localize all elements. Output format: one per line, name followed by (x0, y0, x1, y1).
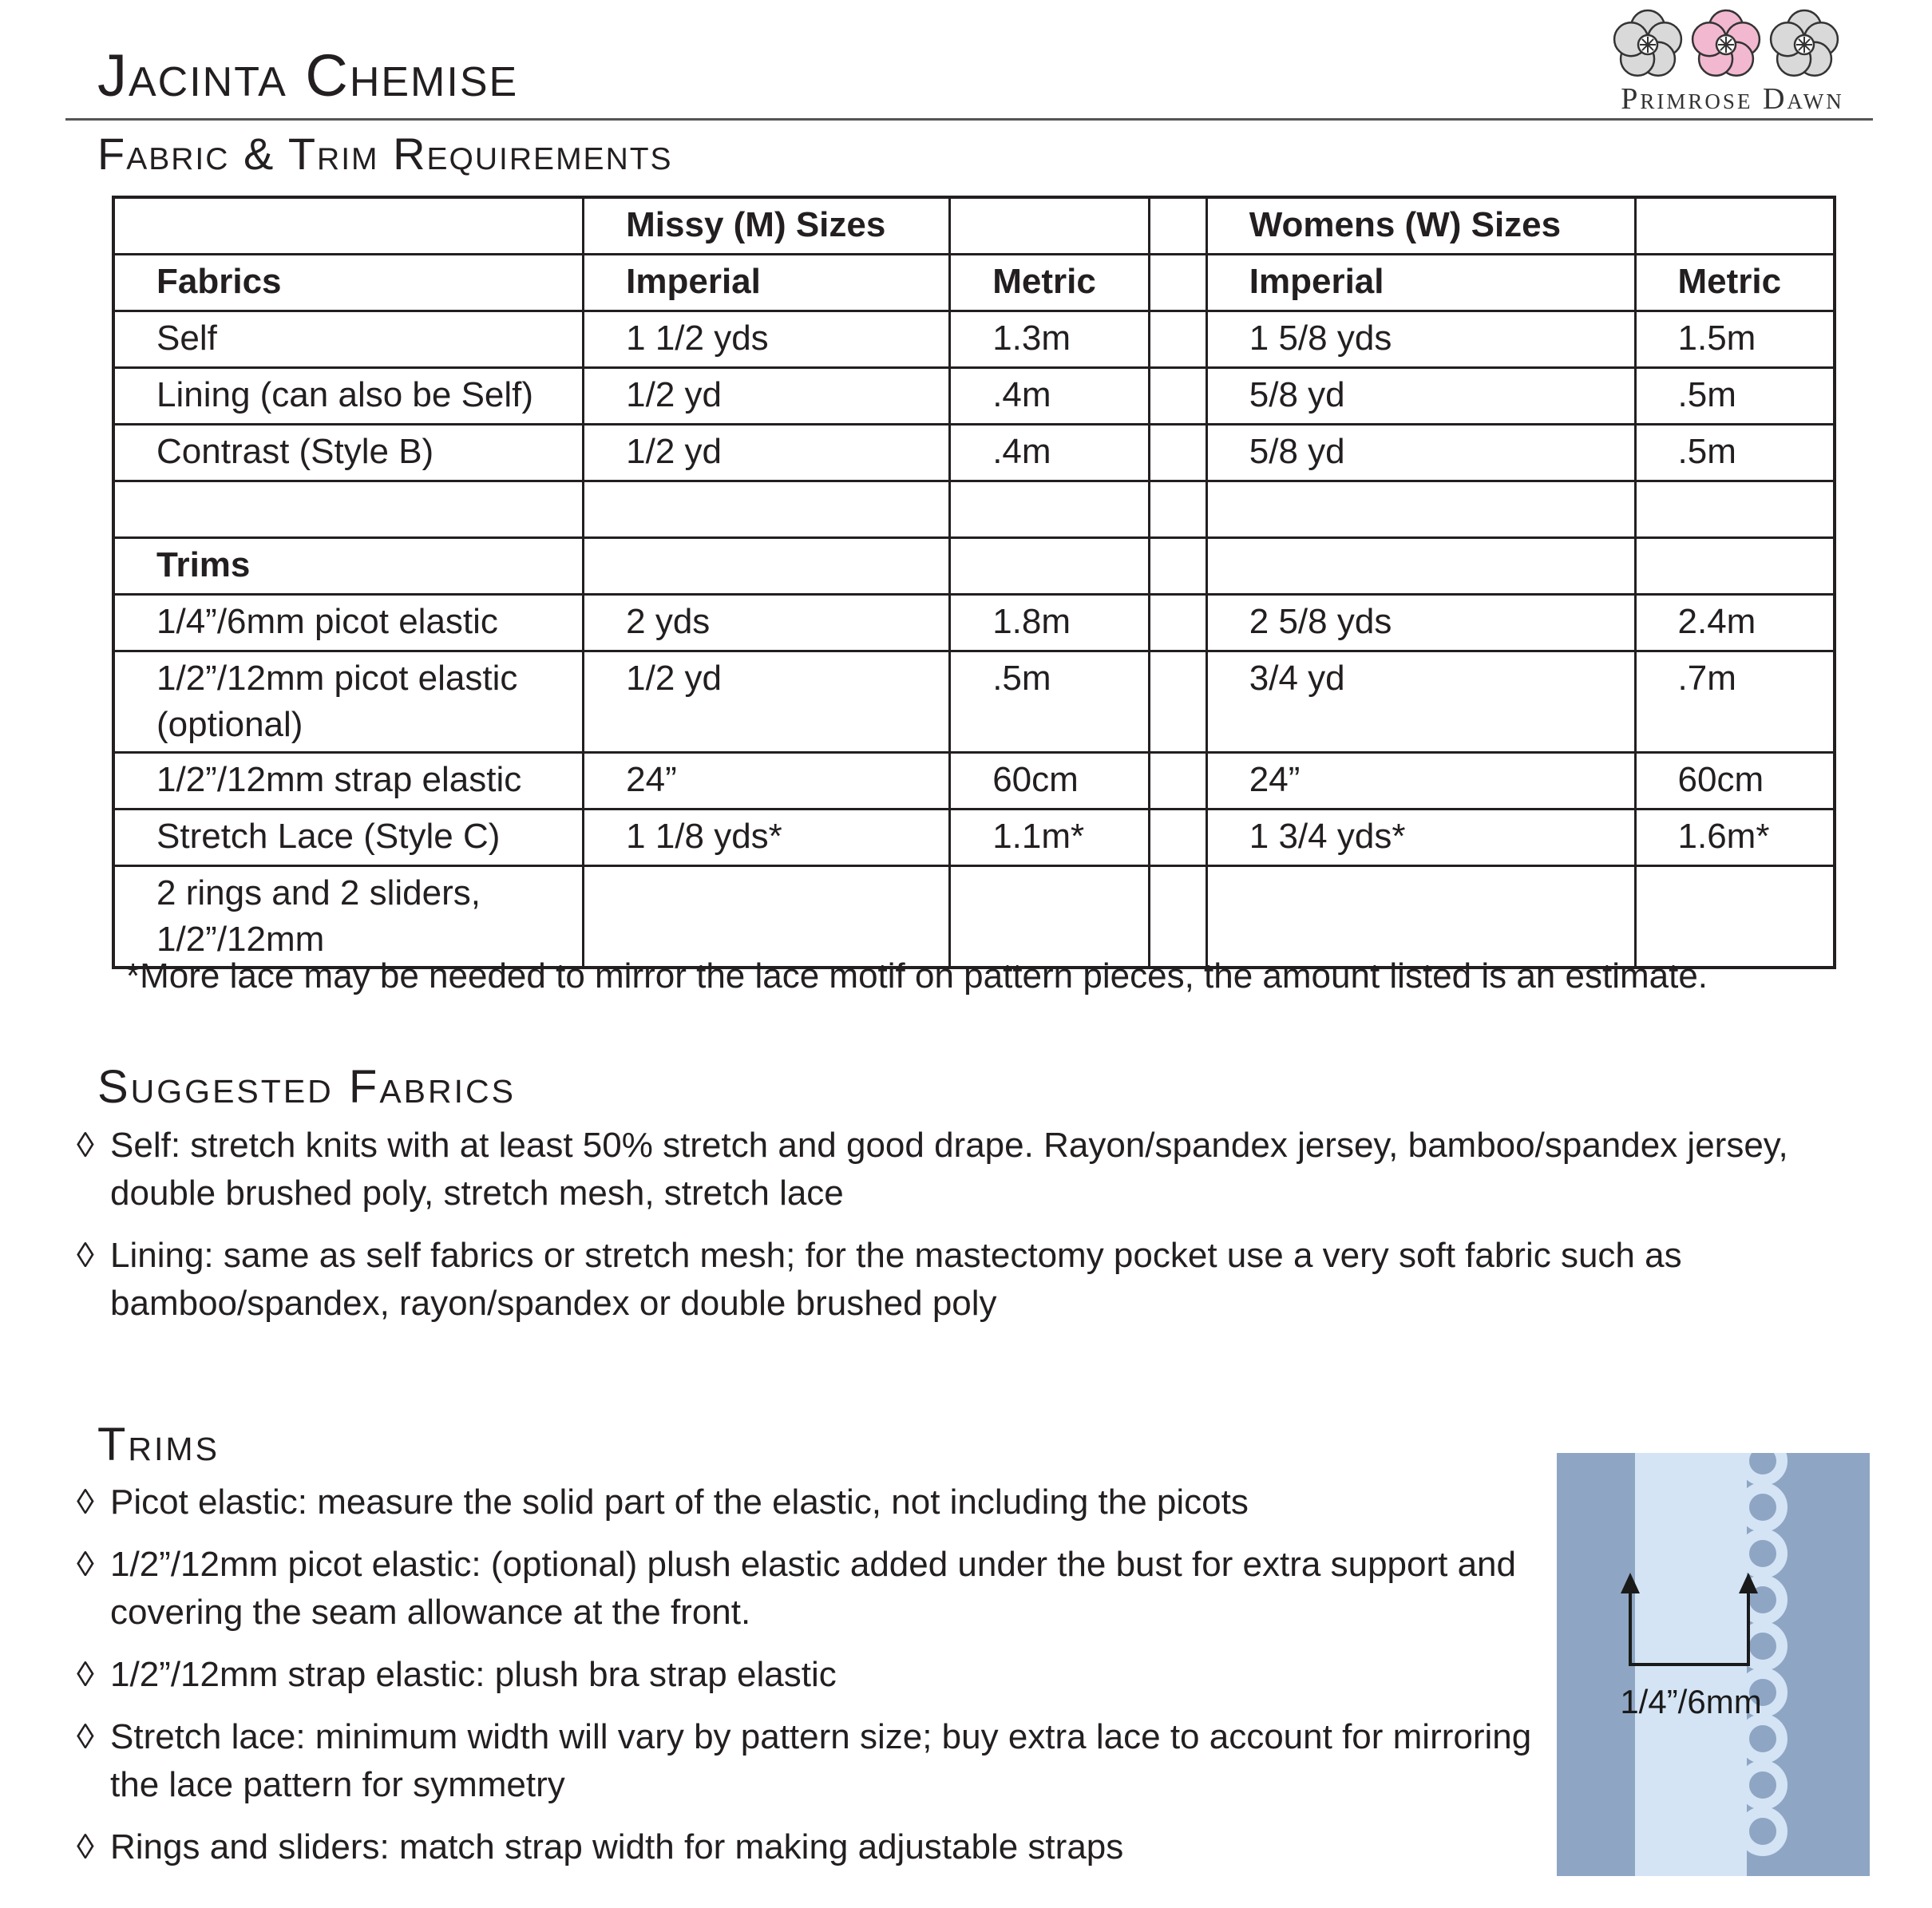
group-header-cell (1635, 197, 1835, 255)
womens-imperial-cell: 2 5/8 yds (1206, 595, 1635, 651)
missy-imperial-cell: 1/2 yd (584, 425, 950, 481)
womens-metric-cell: .5m (1635, 368, 1835, 425)
list-item-text: 1/2”/12mm strap elastic: plush bra strap elastic (110, 1655, 837, 1694)
missy-metric-cell: 1.8m (950, 595, 1150, 651)
sub-header-cell: Metric (1635, 255, 1835, 311)
missy-metric-cell: .5m (950, 651, 1150, 753)
womens-metric-cell: 1.5m (1635, 311, 1835, 368)
list-item-text: Lining: same as self fabrics or stretch mesh; for the mastectomy pocket use a very soft fabric such as bamboo/spandex, rayon/spandex or double brushed poly (110, 1236, 1682, 1323)
flower-icon (1771, 10, 1838, 76)
missy-metric-cell: 1.1m* (950, 810, 1150, 866)
row-label-cell: 1/2”/12mm strap elastic (113, 753, 584, 810)
list-item (77, 1541, 1562, 1637)
row-label-cell: Contrast (Style B) (113, 425, 584, 481)
picot-elastic-photo (1557, 1453, 1870, 1876)
trims-list (77, 1479, 1562, 1886)
list-item (77, 1479, 1562, 1526)
table-row (113, 368, 1835, 425)
missy-imperial-cell (584, 481, 950, 538)
womens-imperial-cell: 24” (1206, 753, 1635, 810)
sub-header-cell: Fabrics (113, 255, 584, 311)
suggested-fabrics-list (77, 1122, 1881, 1342)
gap-cell (1150, 368, 1207, 425)
row-label-cell: 1/4”/6mm picot elastic (113, 595, 584, 651)
table-row (113, 753, 1835, 810)
table-row (113, 255, 1835, 311)
row-label-cell (113, 481, 584, 538)
womens-imperial-cell (1206, 866, 1635, 968)
womens-metric-cell (1635, 866, 1835, 968)
list-item (77, 1823, 1562, 1871)
missy-imperial-cell (584, 538, 950, 595)
table-row (113, 197, 1835, 255)
row-label-cell: 1/2”/12mm picot elastic (optional) (113, 651, 584, 753)
gap-cell (1150, 481, 1207, 538)
trims-heading: Trims (97, 1419, 220, 1471)
diamond-bullet-icon: ◊ (77, 1482, 94, 1522)
missy-imperial-cell (584, 866, 950, 968)
missy-metric-cell: .4m (950, 425, 1150, 481)
missy-imperial-cell: 1 1/2 yds (584, 311, 950, 368)
suggested-fabrics-heading: Suggested Fabrics (97, 1061, 516, 1113)
flower-logo-icon (1609, 8, 1857, 81)
requirements-table (112, 196, 1836, 969)
missy-imperial-cell: 24” (584, 753, 950, 810)
table-row (113, 651, 1835, 753)
womens-metric-cell: 60cm (1635, 753, 1835, 810)
gap-cell (1150, 866, 1207, 968)
diamond-bullet-icon: ◊ (77, 1655, 94, 1694)
row-label-cell: Self (113, 311, 584, 368)
sub-header-cell: Imperial (1206, 255, 1635, 311)
list-item-text: 1/2”/12mm picot elastic: (optional) plush elastic added under the bust for extra support and covering the seam allowance at the front. (110, 1545, 1516, 1632)
group-header-cell (113, 197, 584, 255)
gap-cell (1150, 651, 1207, 753)
womens-imperial-cell: 1 5/8 yds (1206, 311, 1635, 368)
gap-cell (1150, 753, 1207, 810)
list-item-text: Self: stretch knits with at least 50% stretch and good drape. Rayon/spandex jersey, bamboo/spandex jersey, double brushed poly, stretch mesh, stretch lace (110, 1126, 1788, 1213)
table-row (113, 538, 1835, 595)
gap-cell (1150, 311, 1207, 368)
table-row (113, 481, 1835, 538)
womens-metric-cell: 1.6m* (1635, 810, 1835, 866)
diamond-bullet-icon: ◊ (77, 1545, 94, 1584)
group-header-cell (1150, 197, 1207, 255)
womens-metric-cell (1635, 481, 1835, 538)
page-subtitle: Fabric & Trim Requirements (97, 129, 673, 179)
womens-metric-cell: .5m (1635, 425, 1835, 481)
diamond-bullet-icon: ◊ (77, 1126, 94, 1165)
missy-metric-cell (950, 481, 1150, 538)
missy-imperial-cell: 1/2 yd (584, 651, 950, 753)
gap-cell (1150, 595, 1207, 651)
brand-name: Primrose Dawn (1621, 82, 1844, 116)
womens-imperial-cell: 3/4 yd (1206, 651, 1635, 753)
table-footnote: *More lace may be needed to mirror the lace motif on pattern pieces, the amount listed is an estimate. (126, 956, 1708, 996)
group-header-cell (950, 197, 1150, 255)
table-row (113, 425, 1835, 481)
missy-imperial-cell: 1/2 yd (584, 368, 950, 425)
list-item (77, 1122, 1881, 1217)
missy-metric-cell: 1.3m (950, 311, 1150, 368)
list-item (77, 1713, 1562, 1809)
womens-imperial-cell: 1 3/4 yds* (1206, 810, 1635, 866)
flower-icon (1692, 10, 1760, 76)
picot-elastic-illustration (1557, 1453, 1870, 1876)
missy-metric-cell (950, 538, 1150, 595)
missy-metric-cell (950, 866, 1150, 968)
womens-imperial-cell (1206, 538, 1635, 595)
missy-imperial-cell: 1 1/8 yds* (584, 810, 950, 866)
table-row (113, 595, 1835, 651)
gap-cell (1150, 810, 1207, 866)
measure-label: 1/4”/6mm (1620, 1683, 1762, 1720)
table-row (113, 866, 1835, 968)
brand-logo (1589, 8, 1876, 120)
row-label-cell: Stretch Lace (Style C) (113, 810, 584, 866)
flower-icon (1614, 10, 1681, 76)
sub-header-cell: Metric (950, 255, 1150, 311)
womens-imperial-cell: 5/8 yd (1206, 368, 1635, 425)
womens-metric-cell: .7m (1635, 651, 1835, 753)
diamond-bullet-icon: ◊ (77, 1827, 94, 1866)
row-label-cell: Trims (113, 538, 584, 595)
group-header-cell: Womens (W) Sizes (1206, 197, 1635, 255)
sub-header-cell: Imperial (584, 255, 950, 311)
sub-header-cell (1150, 255, 1207, 311)
list-item (77, 1651, 1562, 1699)
list-item-text: Stretch lace: minimum width will vary by pattern size; buy extra lace to account for mirroring the lace pattern for symmetry (110, 1717, 1532, 1804)
list-item-text: Picot elastic: measure the solid part of the elastic, not including the picots (110, 1482, 1249, 1522)
gap-cell (1150, 425, 1207, 481)
womens-imperial-cell: 5/8 yd (1206, 425, 1635, 481)
row-label-cell: Lining (can also be Self) (113, 368, 584, 425)
list-item (77, 1232, 1881, 1328)
list-item-text: Rings and sliders: match strap width for making adjustable straps (110, 1827, 1124, 1866)
diamond-bullet-icon: ◊ (77, 1236, 94, 1275)
womens-imperial-cell (1206, 481, 1635, 538)
page-title: Jacinta Chemise (97, 42, 519, 109)
table-row (113, 810, 1835, 866)
table-row (113, 311, 1835, 368)
missy-metric-cell: .4m (950, 368, 1150, 425)
missy-metric-cell: 60cm (950, 753, 1150, 810)
group-header-cell: Missy (M) Sizes (584, 197, 950, 255)
womens-metric-cell (1635, 538, 1835, 595)
womens-metric-cell: 2.4m (1635, 595, 1835, 651)
header-divider (65, 118, 1873, 121)
row-label-cell: 2 rings and 2 sliders, 1/2”/12mm (113, 866, 584, 968)
missy-imperial-cell: 2 yds (584, 595, 950, 651)
gap-cell (1150, 538, 1207, 595)
diamond-bullet-icon: ◊ (77, 1717, 94, 1756)
